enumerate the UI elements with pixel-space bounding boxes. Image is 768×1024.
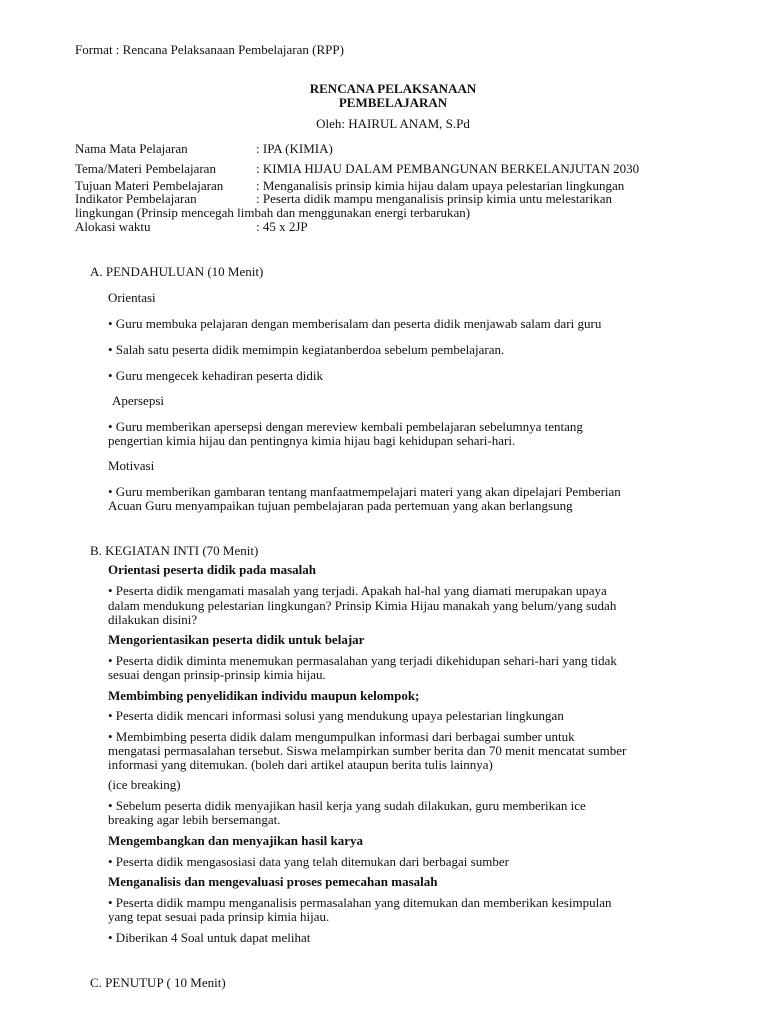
paragraph: • Peserta didik diminta menemukan permasalahan yang terjadi dikehidupan sehari-hari yang tidak (108, 653, 617, 668)
subheading: Menganalisis dan mengevaluasi proses pemecahan masalah (108, 874, 438, 889)
subheading-orientasi: Orientasi (108, 290, 156, 305)
paragraph: • Guru membuka pelajaran dengan memberisalam dan peserta didik menjawab salam dari guru (108, 316, 602, 331)
info-label: Alokasi waktu (75, 219, 151, 234)
paragraph: sesuai dengan prinsip-prinsip kimia hijau. (108, 667, 326, 682)
subheading: Mengembangkan dan menyajikan hasil karya (108, 833, 363, 848)
paragraph: breaking agar lebih bersemangat. (108, 812, 281, 827)
subheading: Membimbing penyelidikan individu maupun kelompok; (108, 688, 420, 703)
paragraph: • Diberikan 4 Soal untuk dapat melihat (108, 930, 311, 945)
section-c-heading: C. PENUTUP ( 10 Menit) (90, 975, 226, 990)
paragraph: pengertian kimia hijau dan pentingnya kimia hijau bagi kehidupan sehari-hari. (108, 433, 516, 448)
info-label: Nama Mata Pelajaran (75, 141, 188, 156)
paragraph: mengatasi permasalahan tersebut. Siswa melampirkan sumber berita dan 70 menit mencatat sumber (108, 743, 627, 758)
document-title-line-2: PEMBELAJARAN (338, 95, 448, 110)
paragraph: • Membimbing peserta didik dalam mengumpulkan informasi dari berbagai sumber untuk (108, 729, 575, 744)
paragraph: • Peserta didik mengamati masalah yang terjadi. Apakah hal-hal yang diamati merupakan upaya (108, 583, 607, 598)
info-label: Tujuan Materi Pembelajaran (75, 178, 224, 193)
paragraph: dalam mendukung pelestarian lingkungan? Prinsip Kimia Hijau manakah yang belum/yang sudah (108, 598, 617, 613)
paragraph: yang tepat sesuai pada prinsip kimia hijau. (108, 909, 330, 924)
info-label: Indikator Pembelajaran (75, 191, 197, 206)
paragraph: Acuan Guru menyampaikan tujuan pembelajaran pada pertemuan yang akan berlangsung (108, 498, 573, 513)
info-value: : 45 x 2JP (256, 219, 308, 234)
paragraph: (ice breaking) (108, 777, 181, 792)
paragraph: • Sebelum peserta didik menyajikan hasil kerja yang sudah dilakukan, guru memberikan ice (108, 798, 586, 813)
paragraph: • Peserta didik mampu menganalisis permasalahan yang ditemukan dan memberikan kesimpulan (108, 895, 612, 910)
info-value: : Menganalisis prinsip kimia hijau dalam upaya pelestarian lingkungan (256, 178, 625, 193)
paragraph: informasi yang ditemukan. (boleh dari artikel ataupun berita tulis lainnya) (108, 757, 493, 772)
author-line: Oleh: HAIRUL ANAM, S.Pd (316, 116, 470, 131)
paragraph: • Peserta didik mengasosiasi data yang telah ditemukan dari berbagai sumber (108, 854, 509, 869)
info-continuation: lingkungan (Prinsip mencegah limbah dan menggunakan energi terbarukan) (75, 205, 471, 220)
section-b-heading: B. KEGIATAN INTI (70 Menit) (90, 543, 259, 558)
paragraph: • Guru memberikan gambaran tentang manfaatmempelajari materi yang akan dipelajari Pemberian (108, 484, 621, 499)
paragraph: • Peserta didik mencari informasi solusi yang mendukung upaya pelestarian lingkungan (108, 708, 564, 723)
subheading-apersepsi: Apersepsi (112, 393, 164, 408)
paragraph: • Guru mengecek kehadiran peserta didik (108, 368, 323, 383)
paragraph: • Salah satu peserta didik memimpin kegiatanberdoa sebelum pembelajaran. (108, 342, 505, 357)
info-label: Tema/Materi Pembelajaran (75, 161, 216, 176)
info-value: : IPA (KIMIA) (256, 141, 333, 156)
document-title-line-1: RENCANA PELAKSANAAN (309, 81, 477, 96)
subheading: Orientasi peserta didik pada masalah (108, 562, 317, 577)
format-line: Format : Rencana Pelaksanaan Pembelajaran (RPP) (75, 42, 344, 57)
subheading: Mengorientasikan peserta didik untuk belajar (108, 632, 365, 647)
paragraph: • Guru memberikan apersepsi dengan mereview kembali pembelajaran sebelumnya tentang (108, 419, 583, 434)
info-value: : Peserta didik mampu menganalisis prinsip kimia untu melestarikan (256, 191, 612, 206)
info-value: : KIMIA HIJAU DALAM PEMBANGUNAN BERKELANJUTAN 2030 (256, 161, 640, 176)
subheading-motivasi: Motivasi (108, 458, 155, 473)
paragraph: dilakukan disini? (108, 612, 198, 627)
section-a-heading: A. PENDAHULUAN (10 Menit) (90, 264, 264, 279)
